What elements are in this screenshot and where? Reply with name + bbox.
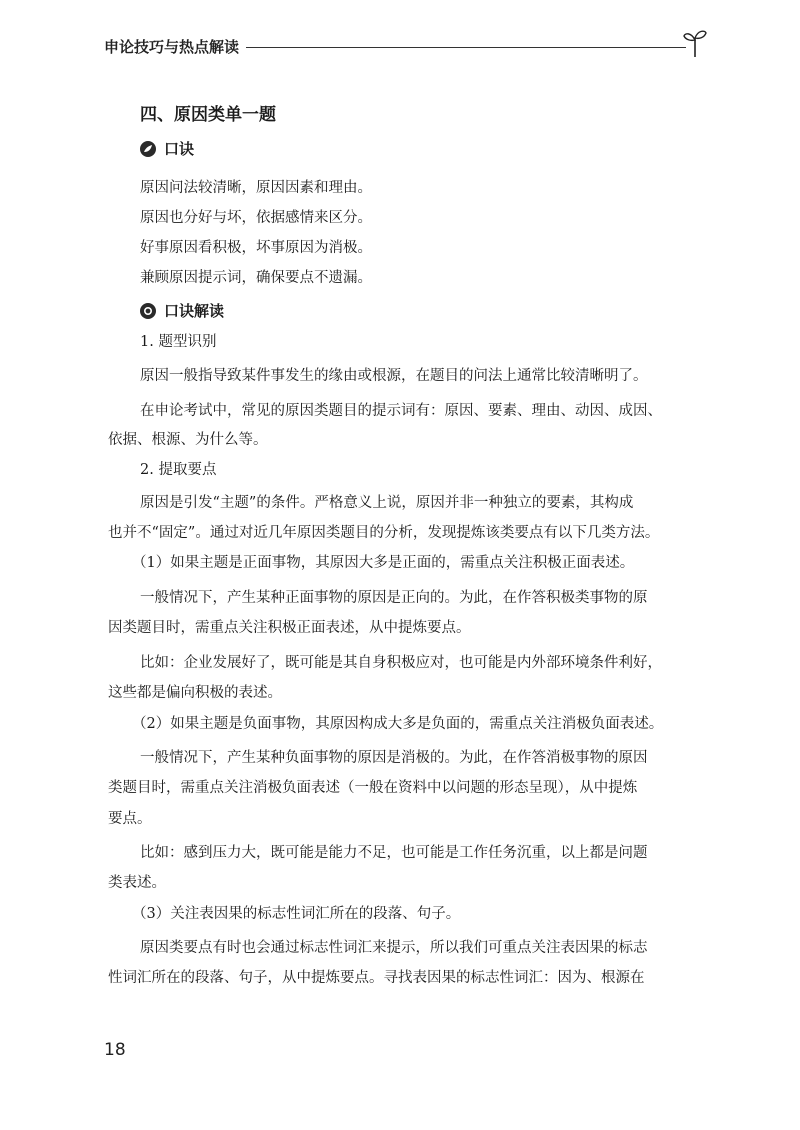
interpretation-heading-label: 口诀解读 — [164, 302, 225, 320]
paragraph-line: 类表述。 — [108, 875, 166, 891]
paragraph-line: 一般情况下，产生某种负面事物的原因是消极的。为此，在作答消极事物的原因 — [140, 750, 648, 766]
running-header-title: 申论技巧与热点解读 — [104, 38, 240, 56]
numbered-point: （3）关注表因果的标志性词汇所在的段落、句子。 — [132, 906, 461, 922]
paragraph-line: 依据、根源、为什么等。 — [108, 432, 268, 448]
mnemonic-line: 原因问法较清晰，原因因素和理由。 — [140, 180, 372, 196]
mnemonic-heading — [140, 138, 194, 159]
interpretation-badge-icon — [140, 303, 156, 319]
header-rule — [246, 47, 686, 48]
mnemonic-badge-icon — [140, 141, 156, 157]
subsection-heading: 1. 题型识别 — [140, 334, 217, 350]
paragraph-line: 原因是引发“主题”的条件。严格意义上说，原因并非一种独立的要素，其构成 — [140, 495, 634, 511]
paragraph-line: 原因一般指导致某件事发生的缘由或根源，在题目的问法上通常比较清晰明了。 — [140, 368, 648, 384]
mnemonic-heading-label: 口诀 — [164, 140, 195, 158]
paragraph-line: 因类题目时，需重点关注积极正面表述，从中提炼要点。 — [108, 620, 471, 636]
page-number: 18 — [104, 1040, 126, 1060]
section-title: 四、原因类单一题 — [140, 105, 276, 125]
paragraph-line: 原因类要点有时也会通过标志性词汇来提示，所以我们可重点关注表因果的标志 — [140, 940, 648, 956]
paragraph-line: 比如：企业发展好了，既可能是其自身积极应对，也可能是内外部环境条件利好， — [140, 655, 662, 671]
numbered-point: （1）如果主题是正面事物，其原因大多是正面的，需重点关注积极正面表述。 — [132, 555, 635, 571]
paragraph-line: 比如：感到压力大，既可能是能力不足，也可能是工作任务沉重，以上都是问题 — [140, 845, 648, 861]
paragraph-line: 类题目时，需重点关注消极负面表述（一般在资料中以问题的形态呈现），从中提炼 — [108, 780, 638, 796]
numbered-point: （2）如果主题是负面事物，其原因构成大多是负面的，需重点关注消极负面表述。 — [132, 716, 664, 732]
running-header — [104, 28, 704, 68]
paragraph-line: 也并不“固定”。通过对近几年原因类题目的分析，发现提炼该类要点有以下几类方法。 — [108, 525, 660, 541]
paragraph-line: 要点。 — [108, 811, 152, 827]
paragraph-line: 这些都是偏向积极的表述。 — [108, 685, 282, 701]
paragraph-line: 一般情况下，产生某种正面事物的原因是正向的。为此，在作答积极类事物的原 — [140, 590, 648, 606]
interpretation-heading — [140, 300, 224, 321]
paragraph-line: 在申论考试中，常见的原因类题目的提示词有：原因、要素、理由、动因、成因、 — [140, 403, 662, 419]
paragraph-line: 性词汇所在的段落、句子，从中提炼要点。寻找表因果的标志性词汇：因为、根源在 — [108, 970, 645, 986]
mnemonic-line: 兼顾原因提示词，确保要点不遗漏。 — [140, 270, 372, 286]
mnemonic-line: 原因也分好与坏，依据感情来区分。 — [140, 210, 372, 226]
subsection-heading: 2. 提取要点 — [140, 462, 217, 478]
mnemonic-line: 好事原因看积极，坏事原因为消极。 — [140, 240, 372, 256]
sprout-icon — [682, 28, 708, 58]
